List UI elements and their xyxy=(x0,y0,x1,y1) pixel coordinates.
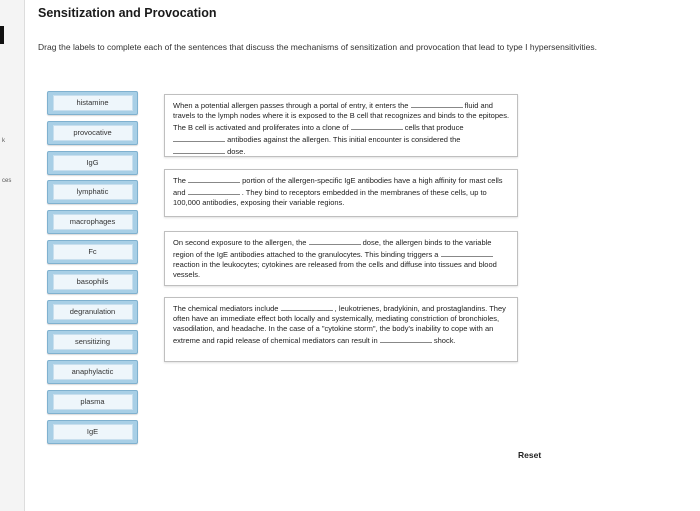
label-ige[interactable] xyxy=(47,420,138,444)
sentence-box-1 xyxy=(164,94,518,157)
label-text: IgG xyxy=(53,155,133,171)
panel-marker xyxy=(0,26,4,44)
drop-target[interactable] xyxy=(281,302,333,311)
drop-target[interactable] xyxy=(411,99,463,108)
sentence-text: dose. xyxy=(227,147,246,156)
sentence-text: portion of the allergen-specific IgE antibodies have a high affinity for mast cells and xyxy=(173,176,503,197)
drop-target[interactable] xyxy=(188,174,240,183)
sentence-text: . They bind to receptors embedded in the membranes of these cells, up to 100,000 antibodies, exposing their variable regions. xyxy=(173,188,487,207)
sentence-box-3 xyxy=(164,231,518,286)
sentence-box-2 xyxy=(164,169,518,217)
sidebar-fragment: ces xyxy=(2,178,12,184)
label-text: provocative xyxy=(53,125,133,141)
label-plasma[interactable] xyxy=(47,390,138,414)
drop-target[interactable] xyxy=(309,236,361,245)
label-text: anaphylactic xyxy=(53,364,133,380)
label-text: histamine xyxy=(53,95,133,111)
label-text: degranulation xyxy=(53,304,133,320)
label-histamine[interactable] xyxy=(47,91,138,115)
label-igg[interactable] xyxy=(47,151,138,175)
sentence-text: , leukotrienes, bradykinin, and prostaglandins. They often have an immediate effect both locally and systemically, mediating constriction of bronchioles, vasodilation, and headache. In the case of a "cytokine storm", the body's inability to cope with an extreme and rapid release of chemical mediators can result in xyxy=(173,304,506,345)
sentence-text: When a potential allergen passes through a portal of entry, it enters the xyxy=(173,101,409,110)
label-text: macrophages xyxy=(53,214,133,230)
sentence-text: shock. xyxy=(433,336,456,345)
drop-target[interactable] xyxy=(173,133,225,142)
page-title: Sensitization and Provocation xyxy=(38,6,217,20)
sentence-text: fluid and travels to the lymph nodes where it is exposed to the B cell that recognizes and binds to the epitopes. The B cell is activated and proliferates into a clone of xyxy=(173,101,510,132)
label-macrophages[interactable] xyxy=(47,210,138,234)
label-sensitizing[interactable] xyxy=(47,330,138,354)
drop-target[interactable] xyxy=(380,334,432,343)
label-lymphatic[interactable] xyxy=(47,180,138,204)
reset-button[interactable]: Reset xyxy=(518,450,542,460)
drop-target[interactable] xyxy=(188,186,240,195)
sentence-text: On second exposure to the allergen, the xyxy=(173,238,307,247)
drop-target[interactable] xyxy=(351,121,403,130)
sentence-text: cells that produce xyxy=(404,123,464,132)
label-provocative[interactable] xyxy=(47,121,138,145)
sentence-text: dose, the allergen binds to the variable region of the IgE antibodies attached to the granulocytes. This binding triggers a xyxy=(173,238,492,259)
sentence-text: antibodies against the allergen. This initial encounter is considered the xyxy=(227,135,461,144)
label-basophils[interactable] xyxy=(47,270,138,294)
label-fc[interactable] xyxy=(47,240,138,264)
label-text: plasma xyxy=(53,394,133,410)
sidebar-fragment: k xyxy=(2,138,5,144)
left-panel-edge xyxy=(0,0,25,511)
label-text: lymphatic xyxy=(53,184,133,200)
label-text: basophils xyxy=(53,274,133,290)
drop-target[interactable] xyxy=(173,145,225,154)
sentence-box-4 xyxy=(164,297,518,362)
sentence-text: The chemical mediators include xyxy=(173,304,279,313)
label-text: sensitizing xyxy=(53,334,133,350)
label-text: IgE xyxy=(53,424,133,440)
drop-target[interactable] xyxy=(441,248,493,257)
instructions: Drag the labels to complete each of the sentences that discuss the mechanisms of sensitization and provocation that lead to type I hypersensitivities. xyxy=(38,42,597,52)
label-text: Fc xyxy=(53,244,133,260)
label-degranulation[interactable] xyxy=(47,300,138,324)
label-anaphylactic[interactable] xyxy=(47,360,138,384)
sentence-text: The xyxy=(173,176,186,185)
sentence-text: reaction in the leukocytes; cytokines are released from the cells and diffuse into tissues and blood vessels. xyxy=(173,260,497,279)
